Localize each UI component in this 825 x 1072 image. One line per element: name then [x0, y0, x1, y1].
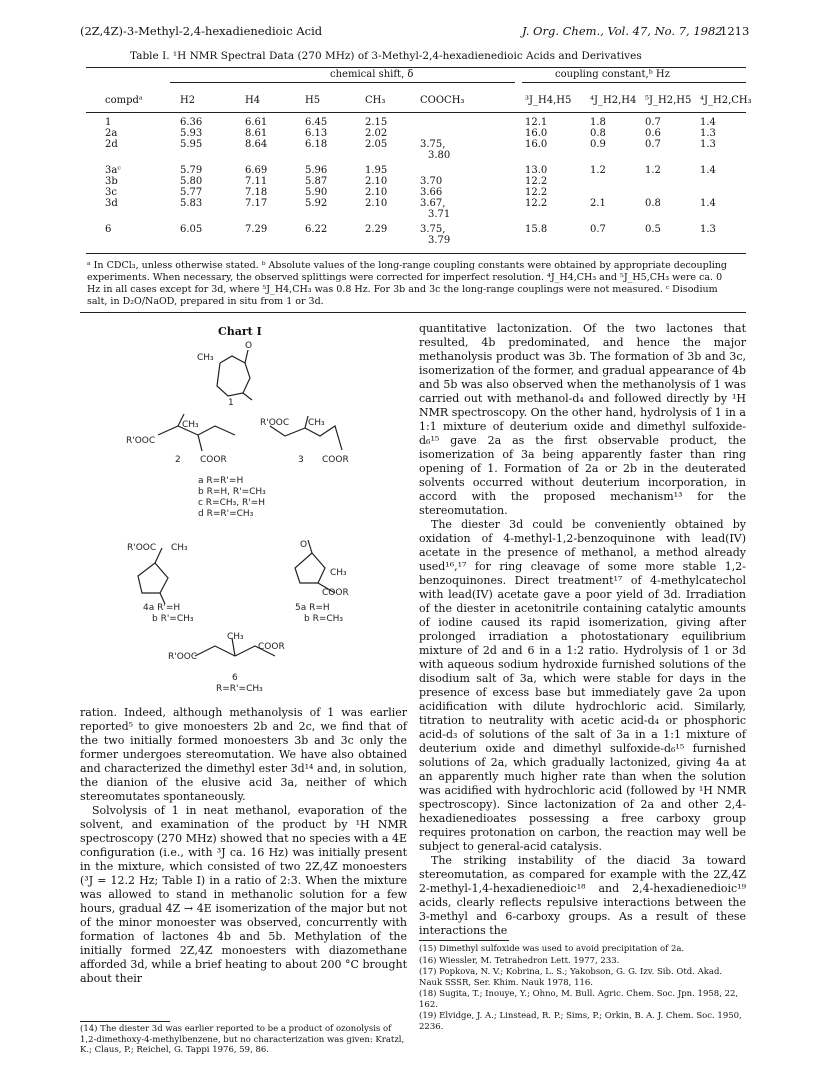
table-cell: 12.2	[525, 198, 548, 209]
table-cell: 1.4	[700, 198, 716, 209]
table-cell: 5.92	[305, 198, 328, 209]
table-cell: 1.8	[590, 117, 606, 128]
table-cell: 7.29	[245, 224, 268, 235]
table-cell: 2.15	[365, 117, 388, 128]
left-footnote-14: (14) The diester 3d was earlier reported to be a product of ozonolysis of 1,2-dimethoxy-4-methylbenzene, but no characterization was given: Kratzl, K.; Claus, P.; Reichel, G. Tappi 1976, 59, 86.	[80, 1024, 405, 1055]
table-cell: 3.66	[420, 187, 443, 198]
table-cell: 1.4	[700, 117, 716, 128]
table-cell: 1.3	[700, 139, 716, 150]
chart-label-ch3-6: CH₃	[227, 632, 244, 642]
chart-label-ch3-1: CH₃	[197, 353, 214, 363]
table-cell: 5.77	[180, 187, 203, 198]
table-column-header: H2	[180, 95, 196, 106]
table-cell: 2.10	[365, 187, 388, 198]
right-footnote-rule	[419, 940, 509, 941]
table-cell: 6.36	[180, 117, 203, 128]
chart-label-subs-b: b R=H, R'=CH₃	[198, 487, 266, 497]
table-cell: 8.61	[245, 128, 268, 139]
table-coupling-rule	[522, 82, 746, 83]
left-paragraph-2: Solvolysis of 1 in neat methanol, evaporation of the solvent, and examination of the product by ¹H NMR spectroscopy (270 MHz) showed that no species with a 4E configuration (i.e., with ³J ca. 16 Hz) was initially present in the mixture, which consisted of two 2Z,4Z monoesters (³J = 12.2 Hz; Table I) in a ratio of 2:3. When the mixture was allowed to stand in methanolic solution for a few hours, gradual 4Z → 4E isomerization of the major but not of the minor monoester was observed, concurrently with formation of lactones 4b and 5b. Methylation of the initially formed 2Z,4Z monoesters with diazomethane afforded 3d, while a brief heating to about 200 °C brought about their	[80, 804, 407, 985]
table-cell: 5.80	[180, 176, 203, 187]
journal-citation: J. Org. Chem., Vol. 47, No. 7, 1982	[522, 24, 723, 38]
table-cell: 1.2	[645, 165, 661, 176]
table-column-header: ³J_H4,H5	[525, 95, 572, 106]
table-cell: 1.2	[590, 165, 606, 176]
table-cell: 2.05	[365, 139, 388, 150]
table-cell: 3b	[105, 176, 118, 187]
table-cell: 0.7	[645, 139, 661, 150]
table-cell: 3aᶜ	[105, 165, 121, 176]
chart-label-ch3-5: CH₃	[330, 568, 347, 578]
table-cell: 2.02	[365, 128, 388, 139]
table-cell: 16.0	[525, 139, 548, 150]
table-cell: 6.61	[245, 117, 268, 128]
structure-4-ring	[138, 563, 168, 593]
table-cell: 1.3	[700, 224, 716, 235]
table-cell: 2a	[105, 128, 118, 139]
table-cell: 2.29	[365, 224, 388, 235]
table-cell: 2.10	[365, 176, 388, 187]
table-cell: 3.70	[420, 176, 443, 187]
table-cell: 3.75, 3.80	[420, 139, 451, 161]
chart-label-coor-6: COOR	[258, 642, 285, 652]
running-title: (2Z,4Z)-3-Methyl-2,4-hexadienedioic Acid	[80, 24, 323, 38]
left-column	[80, 706, 407, 986]
table-cell: 5.96	[305, 165, 328, 176]
chart-label-coor-5: COOR	[322, 588, 349, 598]
table-cell: 12.2	[525, 187, 548, 198]
table-cell: 1.3	[700, 128, 716, 139]
table-cell: 5.90	[305, 187, 328, 198]
structure-2-ester	[198, 435, 202, 451]
table-cell: 3d	[105, 198, 118, 209]
chart-label-roocs-3: R'OOC	[260, 418, 290, 428]
chart-label-compound-3: 3	[298, 455, 304, 465]
chart-label-coor-2: COOR	[200, 455, 227, 465]
chart-label-coor-3: COOR	[322, 455, 349, 465]
table-cell: 5.95	[180, 139, 203, 150]
right-paragraph-1: quantitative lactonization. Of the two lactones that resulted, 4b predominated, and hence the major methanolysis product was 3b. The formation of 3b and 3c, isomerization of the former, and gradual appearance of 4b and 5b was also observed when the methanolysis of 1 was carried out with methanol-d₄ and followed directly by ¹H NMR spectroscopy. On the other hand, hydrolysis of 1 in a 1:1 mixture of deuterium oxide and dimethyl sulfoxide-d₆¹⁵ gave 2a as the first observable product, the isomerization of 3a being apparently faster than ring opening of 1. Formation of 2a or 2b in the deuterated solvents occurred without deuterium incorporation, in accord with the proposed mechanism¹³ for the stereomutation.	[419, 322, 746, 517]
chart-label-compound-1: 1	[228, 398, 234, 408]
table-cell: 0.5	[645, 224, 661, 235]
right-paragraph-3: The striking instability of the diacid 3a toward stereomutation, as compared for example with the 2Z,4Z 2-methyl-1,4-hexadienedioic¹⁸ and 2,4-hexadienedioic¹⁹ acids, clearly reflects repulsive interactions between the 3-methyl and 6-carboxy groups. As a result of these interactions the	[419, 854, 746, 937]
table-cell: 3.75, 3.79	[420, 224, 451, 246]
table-cell: 6.13	[305, 128, 328, 139]
table-cell: 0.7	[590, 224, 606, 235]
table-cell: 3c	[105, 187, 117, 198]
chart-label-roocs-4: R'OOC	[127, 543, 157, 553]
table-cell: 5.93	[180, 128, 203, 139]
chart-label-compound-5a: 5a R=H	[295, 603, 330, 613]
table-cell: 8.64	[245, 139, 268, 150]
table-header-rule	[86, 112, 746, 113]
section-rule	[80, 312, 746, 313]
table-group-coupling: coupling constant,ᵇ Hz	[555, 69, 670, 80]
left-footnote-rule	[80, 1021, 170, 1022]
table-bottom-rule	[86, 253, 746, 254]
page-number: 1213	[720, 24, 750, 38]
reference-entry: (16) Wiessler, M. Tetrahedron Lett. 1977, 233.	[419, 955, 620, 966]
right-references	[419, 944, 746, 1033]
chart-label-roocs-6: R'OOC	[168, 652, 198, 662]
table-cell: 6.18	[305, 139, 328, 150]
table-column-header: compdᵃ	[105, 95, 143, 106]
table-cell: 1.95	[365, 165, 388, 176]
chart-label-o-1: O	[245, 341, 253, 351]
table-cell: 6.22	[305, 224, 328, 235]
chart-label-compound-4a: 4a R'=H	[143, 603, 181, 613]
chart-label-ch3-2: CH₃	[182, 420, 199, 430]
chart-label-compound-4b: b R'=CH₃	[152, 614, 194, 624]
table-top-rule	[86, 67, 746, 68]
table-cell: 16.0	[525, 128, 548, 139]
table-cell: 12.1	[525, 117, 548, 128]
chart-title: Chart I	[218, 325, 262, 338]
table-cell: 7.11	[245, 176, 268, 187]
table-cell: 1	[105, 117, 112, 128]
table-cell: 0.7	[645, 117, 661, 128]
table-cell: 2d	[105, 139, 118, 150]
table-cell: 15.8	[525, 224, 548, 235]
chart-label-compound-5b: b R=CH₃	[304, 614, 344, 624]
chart-label-subs-d: d R=R'=CH₃	[198, 509, 254, 519]
right-column	[419, 322, 746, 938]
table-cell: 2.10	[365, 198, 388, 209]
structure-5-carbonyl	[308, 540, 312, 553]
table-cell: 5.83	[180, 198, 203, 209]
chart-label-compound-6-sub: R=R'=CH₃	[216, 684, 263, 694]
table-group-shift: chemical shift, δ	[330, 69, 414, 80]
structure-1-carbonyl-2	[243, 393, 252, 400]
right-paragraph-2: The diester 3d could be conveniently obtained by oxidation of 4-methyl-1,2-benzoquinone with lead(IV) acetate in the presence of methanol, a method already used¹⁶,¹⁷ for ring cleavage of some more stable 1,2-benzoquinones. Direct treatment¹⁷ of 4-methylcatechol with lead(IV) acetate gave a poor yield of 3d. Irradiation of the diester in acetonitrile containing catalytic amounts of iodine caused its rapid isomerization, giving after prolonged irradiation a photostationary equilibrium mixture of 2d and 6 in a 1:2 ratio. Hydrolysis of 1 or 3d with aqueous sodium hydroxide furnished solutions of the disodium salt of 3a, which were stable for days in the presence of excess base but immediately gave 2a upon acidification with dilute hydrochloric acid. Similarly, titration to neutrality with acetic acid-d₄ or phosphoric acid-d₃ of solutions of the salt of 3a in a 1:1 mixture of deuterium oxide and dimethyl sulfoxide-d₆¹⁵ furnished solutions of 2a, which gradually lactonized, giving 4a at an apparently much higher rate than when the solution was acidified with hydrochloric acid (followed by ¹H NMR spectroscopy). Since lactonization of 2a and other 2,4-hexadienedioates possessing a free carboxy group requires protonation on carbon, the reaction may well be subject to general-acid catalysis.	[419, 518, 746, 853]
table-cell: 6	[105, 224, 112, 235]
table-column-header: H4	[245, 95, 261, 106]
table-column-header: ⁴J_H2,CH₃	[700, 95, 752, 106]
structure-1-carbonyl	[245, 350, 248, 363]
table-cell: 6.69	[245, 165, 268, 176]
chart-label-ch3-3: CH₃	[308, 418, 325, 428]
chart-label-roocs-2: R'OOC	[126, 436, 156, 446]
table-cell: 13.0	[525, 165, 548, 176]
chart-label-subs-c: c R=CH₃, R'=H	[198, 498, 266, 508]
left-paragraph-1: ration. Indeed, although methanolysis of 1 was earlier reported⁵ to give monoesters 2b and 2c, we find that of the two initially formed monoesters 3b and 3c only the former undergoes stereomutation. We have also obtained and characterized the dimethyl ester 3d¹⁴ and, in solution, the dianion of the elusive acid 3a, neither of which stereomutates spontaneously.	[80, 706, 407, 803]
chart-label-subs-a: a R=R'=H	[198, 476, 244, 486]
table-cell: 0.8	[645, 198, 661, 209]
table-cell: 12.2	[525, 176, 548, 187]
table-cell: 0.6	[645, 128, 661, 139]
table-cell: 0.9	[590, 139, 606, 150]
table-footnote: ᵃ In CDCl₃, unless otherwise stated. ᵇ Absolute values of the long-range coupling constants were obtained by appropriate decoupling experiments. When necessary, the observed splittings were corrected for imperfect resolution. ⁴J_H4,CH₃ and ⁵J_H5,CH₃ were ca. 0 Hz in all cases except for 3d, where ⁵J_H4,CH₃ was 0.8 Hz. For 3b and 3c the long-range couplings were not measured. ᶜ Disodium salt, in D₂O/NaOD, prepared in situ from 1 or 3d.	[87, 260, 727, 307]
chart-label-o-5: O	[300, 540, 308, 550]
structure-5-ring	[295, 553, 325, 583]
reference-entry: (19) Elvidge, J. A.; Linstead, R. P.; Sims, P.; Orkin, B. A. J. Chem. Soc. 1950, 2236.	[419, 1011, 742, 1032]
chart-label-compound-2: 2	[175, 455, 181, 465]
table-cell: 5.79	[180, 165, 203, 176]
table-cell: 0.8	[590, 128, 606, 139]
table-cell: 7.18	[245, 187, 268, 198]
chart-label-ch3-4: CH₃	[171, 543, 188, 553]
table-cell: 3.67, 3.71	[420, 198, 451, 220]
structure-3-chain	[270, 426, 342, 450]
reference-entry: (15) Dimethyl sulfoxide was used to avoid precipitation of 2a.	[419, 944, 685, 954]
chart-label-compound-6: 6	[232, 673, 238, 683]
table-cell: 6.05	[180, 224, 203, 235]
table-column-header: COOCH₃	[420, 95, 465, 106]
table-cell: 1.4	[700, 165, 716, 176]
table-column-header: ⁵J_H2,H5	[645, 95, 692, 106]
table-cell: 2.1	[590, 198, 606, 209]
reference-entry: (17) Popkova, N. V.; Kobrina, L. S.; Yakobson, G. G. Izv. Sib. Otd. Akad. Nauk SSSR, Ser. Khim. Nauk 1978, 116.	[419, 967, 723, 988]
table-title: Table I. ¹H NMR Spectral Data (270 MHz) of 3-Methyl-2,4-hexadienedioic Acids and Derivatives	[130, 50, 642, 62]
table-column-header: ⁴J_H2,H4	[590, 95, 637, 106]
reference-entry: (18) Sugita, T.; Inouye, Y.; Ohno, M. Bull. Agric. Chem. Soc. Jpn. 1958, 22, 162.	[419, 989, 739, 1010]
table-shift-rule	[170, 82, 515, 83]
table-column-header: H5	[305, 95, 321, 106]
table-cell: 6.45	[305, 117, 328, 128]
table-column-header: CH₃	[365, 95, 386, 106]
table-cell: 5.87	[305, 176, 328, 187]
table-cell: 7.17	[245, 198, 268, 209]
